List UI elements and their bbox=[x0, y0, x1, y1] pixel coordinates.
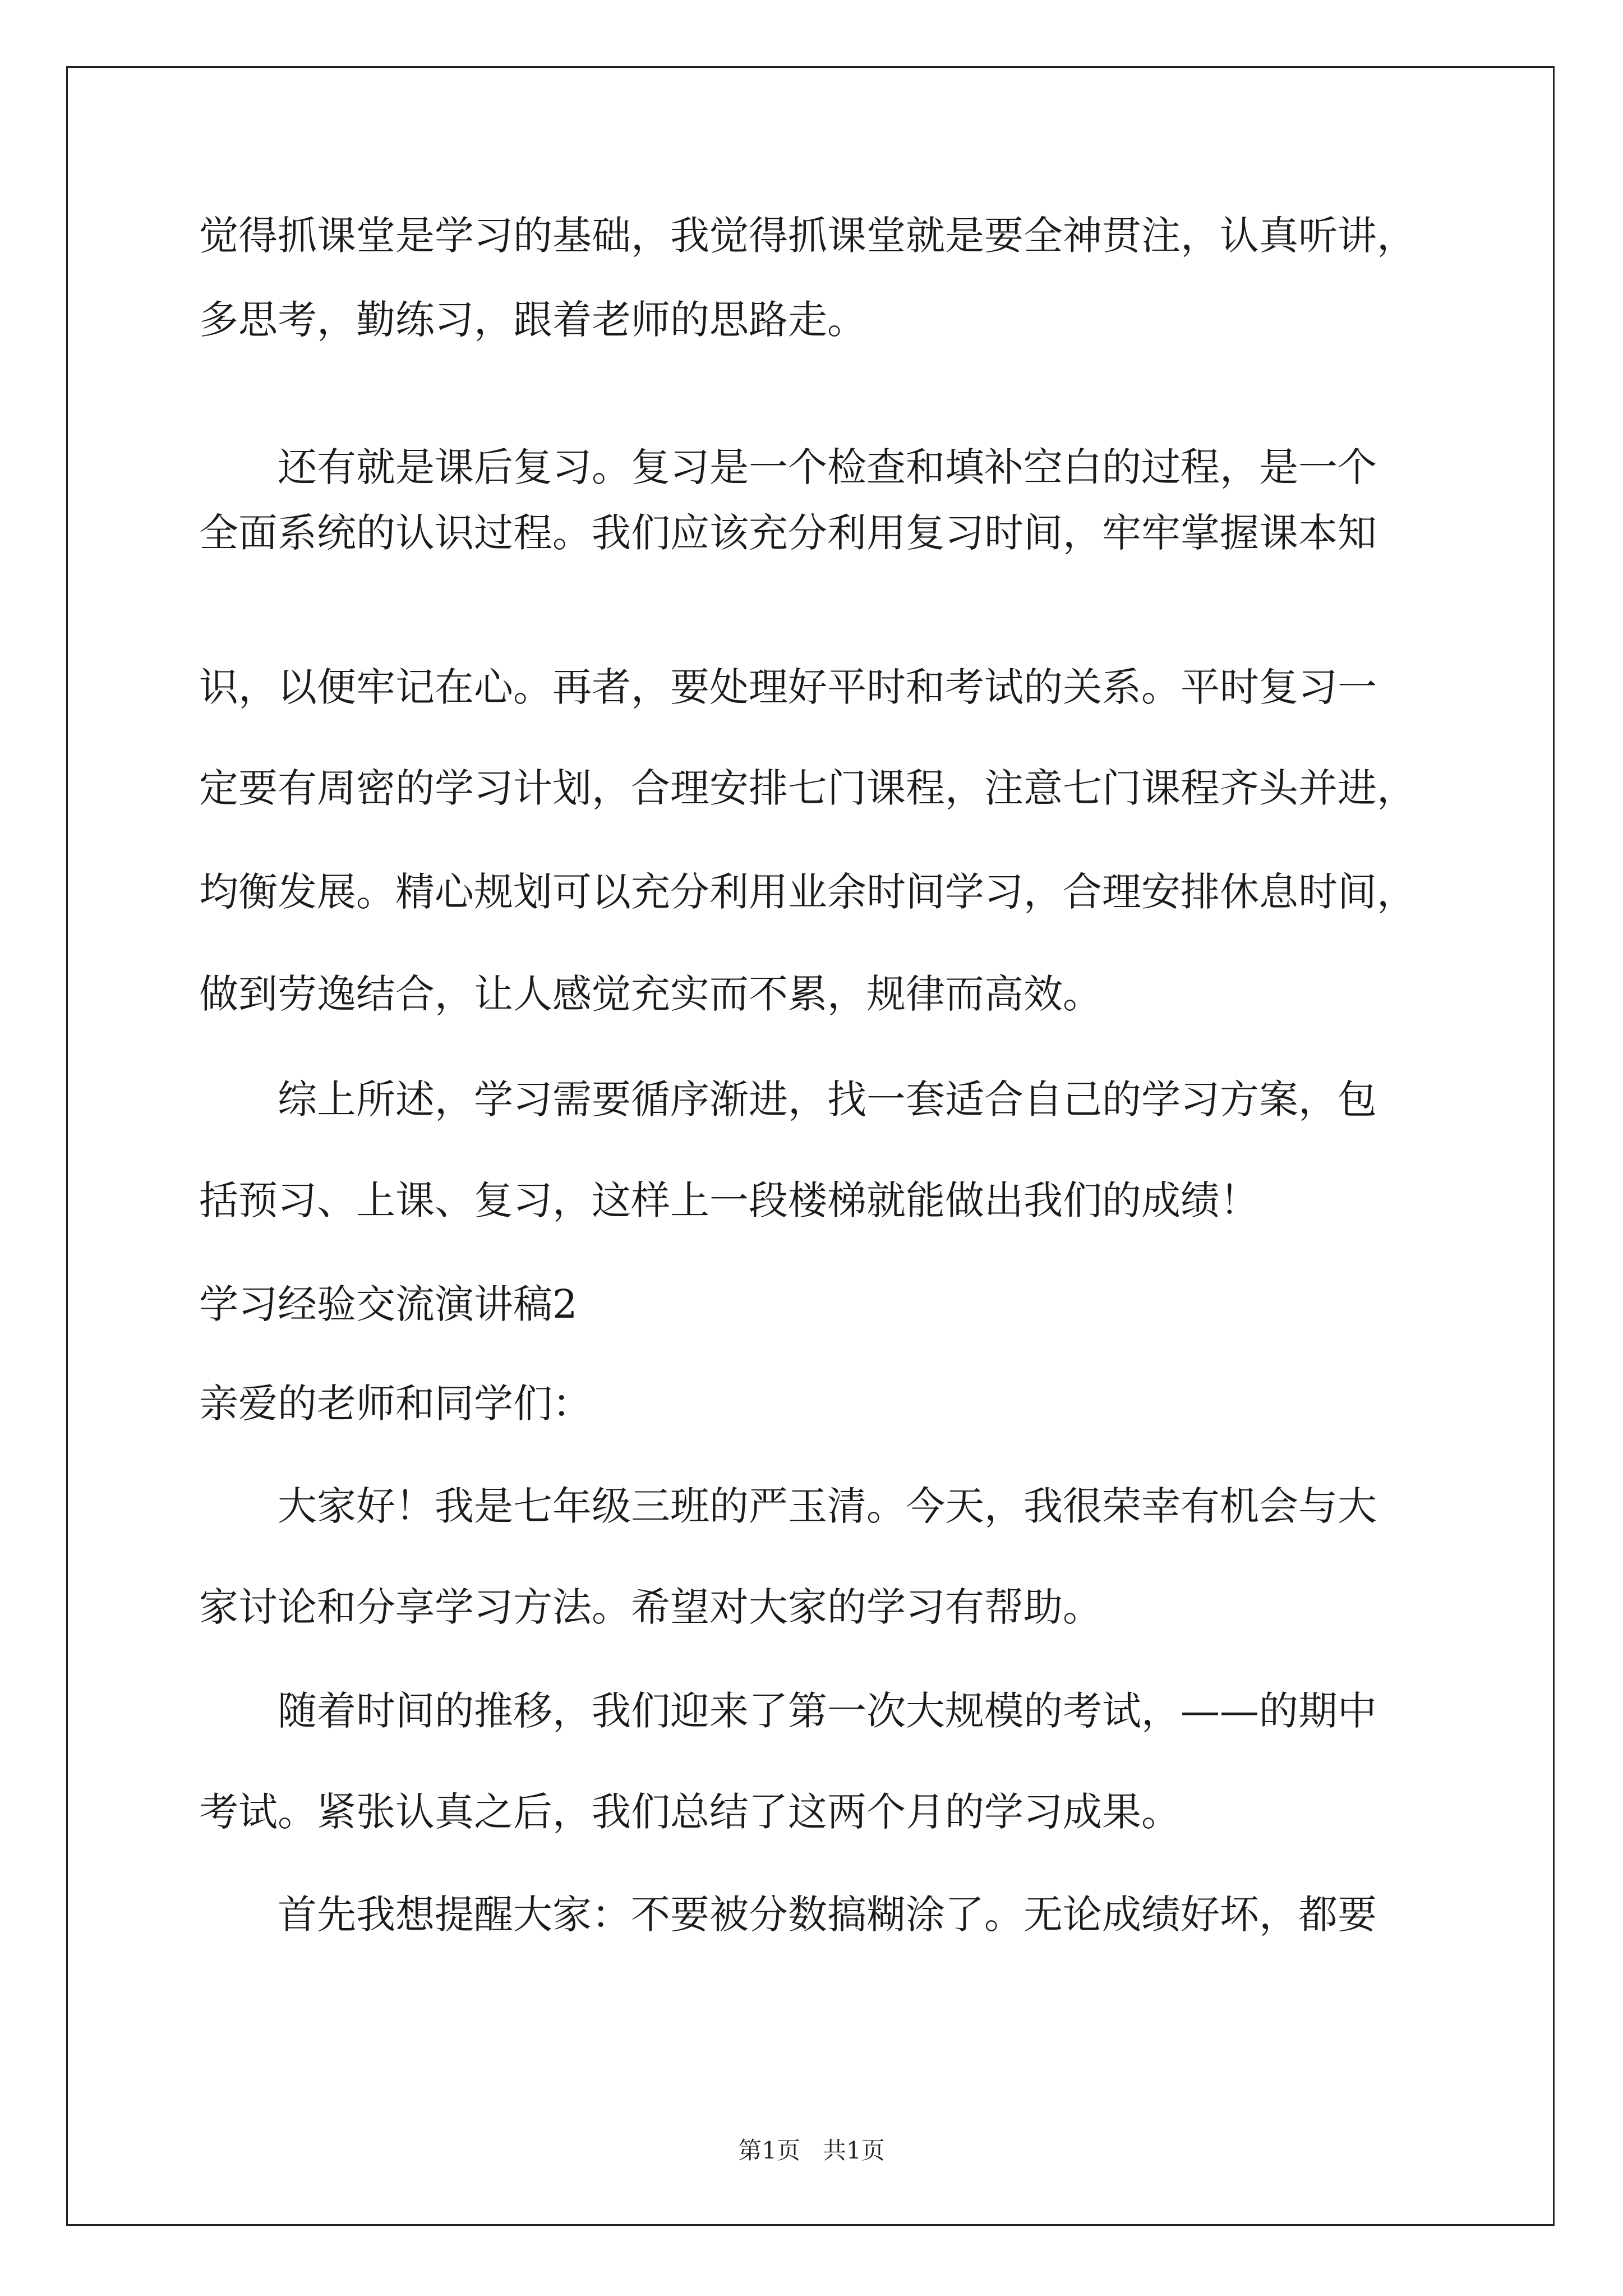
body-line: 做到劳逸结合，让人感觉充实而不累，规律而高效。 bbox=[199, 971, 1102, 1017]
body-line: 括预习、上课、复习，这样上一段楼梯就能做出我们的成绩！ bbox=[199, 1177, 1259, 1223]
body-line: 识，以便牢记在心。再者，要处理好平时和考试的关系。平时复习一 bbox=[199, 664, 1377, 710]
body-line: 多思考，勤练习，跟着老师的思路走。 bbox=[199, 297, 866, 343]
body-line: 随着时间的推移，我们迎来了第一次大规模的考试，——的期中 bbox=[278, 1688, 1377, 1734]
body-line: 全面系统的认识过程。我们应该充分利用复习时间，牢牢掌握课本知 bbox=[199, 510, 1377, 556]
body-line: 考试。紧张认真之后，我们总结了这两个月的学习成果。 bbox=[199, 1789, 1181, 1835]
page-footer: 第1页 共1页 bbox=[738, 2137, 885, 2164]
body-line: 还有就是课后复习。复习是一个检查和填补空白的过程，是一个 bbox=[278, 444, 1377, 490]
body-line: 综上所述，学习需要循序渐进，找一套适合自己的学习方案，包 bbox=[278, 1076, 1377, 1122]
body-line: 觉得抓课堂是学习的基础，我觉得抓课堂就是要全神贯注，认真听讲， bbox=[199, 213, 1416, 259]
body-line: 家讨论和分享学习方法。希望对大家的学习有帮助。 bbox=[199, 1584, 1102, 1630]
body-line: 首先我想提醒大家：不要被分数搞糊涂了。无论成绩好坏，都要 bbox=[278, 1892, 1377, 1938]
body-line: 定要有周密的学习计划，合理安排七门课程，注意七门课程齐头并进， bbox=[199, 765, 1416, 811]
body-line: 大家好！我是七年级三班的严玉清。今天，我很荣幸有机会与大 bbox=[278, 1483, 1377, 1529]
section-heading: 学习经验交流演讲稿2 bbox=[199, 1281, 578, 1327]
body-line: 均衡发展。精心规划可以充分利用业余时间学习，合理安排休息时间， bbox=[199, 869, 1416, 915]
salutation: 亲爱的老师和同学们： bbox=[199, 1381, 592, 1427]
